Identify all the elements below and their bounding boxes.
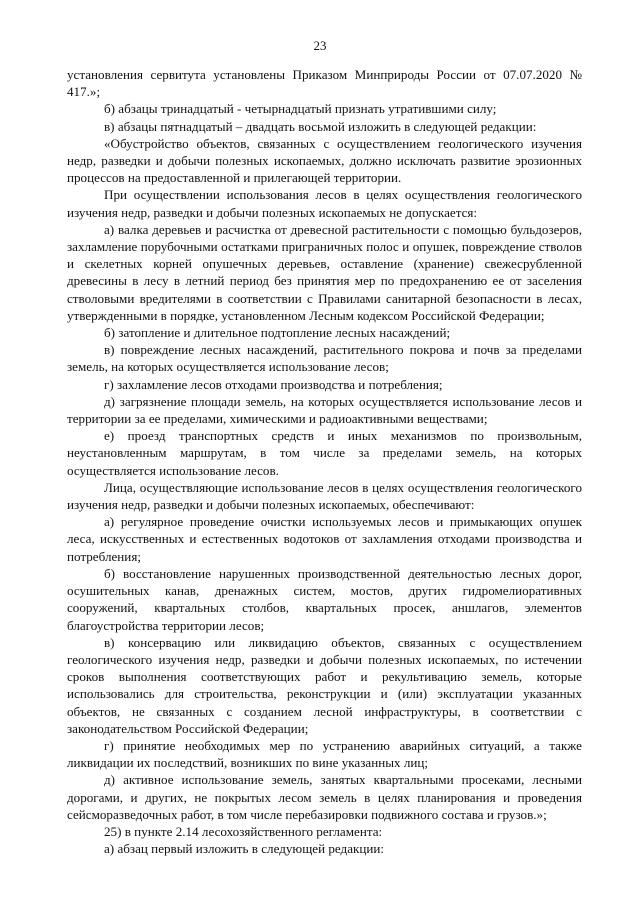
paragraph: г) принятие необходимых мер по устранению аварийных ситуаций, а также ликвидации их последствий, возникших по вине указанных лиц; [67,737,582,771]
paragraph: Лица, осуществляющие использование лесов в целях осуществления геологического изучения недр, разведки и добычи полезных ископаемых, обеспечивают: [67,479,582,513]
paragraph: а) регулярное проведение очистки используемых лесов и примыкающих опушек леса, искусственных и естественных водотоков от захламления отходами производства и потребления; [67,514,582,564]
document-body [67,66,582,857]
paragraph: б) абзацы тринадцатый - четырнадцатый признать утратившими силу; [104,101,497,117]
page-number: 23 [313,38,327,53]
paragraph: в) повреждение лесных насаждений, растительного покрова и почв за пределами земель, на которых осуществляется использование лесов; [67,342,582,375]
paragraph: а) валка деревьев и расчистка от древесной растительности с помощью бульдозеров, захламление порубочными остатками приграничных полос и опушек, повреждение стволов и скелетных корней опушечных деревьев, оставление (хранение) свежесрубленной древесины в лесу в летний период без принятия мер по предохранению ее от заселения стволовыми вредителями в соответствии с Правилами санитарной безопасности в лесах, утвержденными в порядке, установленном Лесным кодексом Российской Федерации; [67,221,582,323]
paragraph: б) восстановление нарушенных производственной деятельностью лесных дорог, осушительных канав, дренажных систем, мостов, других гидромелиоративных сооружений, квартальных столбов, квартальных просек, аншлагов, элементов благоустройства территории лесов; [67,565,582,633]
paragraph: а) абзац первый изложить в следующей редакции: [104,841,385,857]
paragraph: е) проезд транспортных средств и иных механизмов по произвольным, неустановленным маршрутам, в том числе за пределами земель, на которых осуществляется использование лесов. [67,428,582,478]
paragraph: установления сервитута установлены Приказом Минприроды России от 07.07.2020 № 417.»; [67,67,582,100]
paragraph: в) консервацию или ликвидацию объектов, связанных с осуществлением геологического изучения недр, разведки и добычи полезных ископаемых, по истечении сроков выполнения соответствующих работ и рекультивацию земель, которые использовались для строительства, реконструкции и (или) эксплуатации указанных объектов, не связанных с созданием лесной инфраструктуры, в соответствии с законодательством Российской Федерации; [67,634,582,736]
paragraph: д) активное использование земель, занятых квартальными просеками, лесными дорогами, и других, не покрытых лесом земель в целях планирования и проведения сейсморазведочных работ, в том числе перебазировки подвижного состава и грузов.»; [67,772,582,822]
paragraph: 25) в пункте 2.14 лесохозяйственного регламента: [104,823,383,839]
paragraph: б) затопление и длительное подтопление лесных насаждений; [104,325,451,341]
paragraph: «Обустройство объектов, связанных с осуществлением геологического изучения недр, разведки и добычи полезных ископаемых, должно исключать развитие эрозионных процессов на предоставленной и прилегающей территории. [67,135,582,186]
paragraph: в) абзацы пятнадцатый – двадцать восьмой изложить в следующей редакции: [104,118,537,134]
paragraph: д) загрязнение площади земель, на которых осуществляется использование лесов и территории за ее пределами, химическими и радиоактивными веществами; [67,393,582,427]
paragraph: г) захламление лесов отходами производства и потребления; [104,376,443,392]
paragraph: При осуществлении использования лесов в целях осуществления геологического изучения недр, разведки и добычи полезных ископаемых не допускается: [67,187,582,220]
